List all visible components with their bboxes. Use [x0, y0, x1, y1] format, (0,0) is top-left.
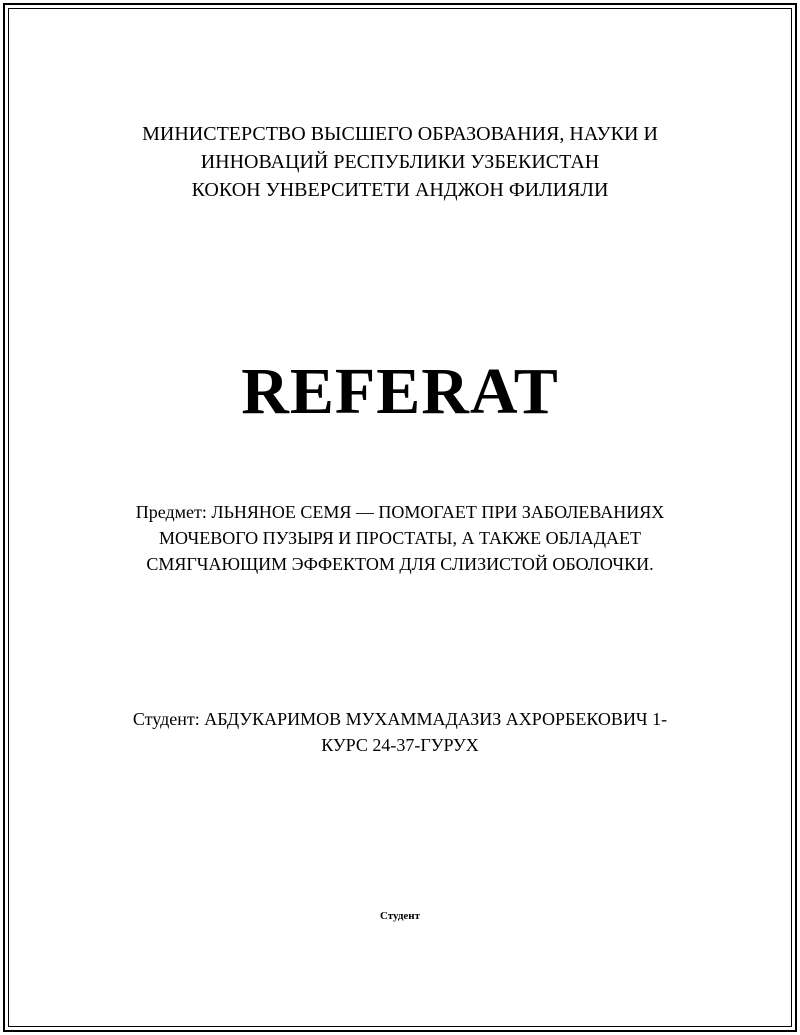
- document-title: REFERAT: [241, 355, 559, 428]
- subject-block: [0, 499, 800, 577]
- student-line: Студент: АБДУКАРИМОВ МУХАММАДАЗИЗ АХРОРБЕКОВИЧ 1-: [132, 709, 668, 729]
- subject-line: МОЧЕВОГО ПУЗЫРЯ И ПРОСТАТЫ, А ТАКЖЕ ОБЛАДАЕТ: [158, 528, 642, 548]
- student-line: КУРС 24-37-ГУРУХ: [321, 735, 479, 755]
- ministry-header: [0, 120, 800, 204]
- footer-label: Студент: [379, 910, 421, 922]
- student-block: [0, 706, 800, 758]
- subject-line: Предмет: ЛЬНЯНОЕ СЕМЯ — ПОМОГАЕТ ПРИ ЗАБОЛЕВАНИЯХ: [135, 502, 665, 522]
- university-line: КОКОН УНВЕРСИТЕТИ АНДЖОН ФИЛИЯЛИ: [191, 179, 609, 201]
- subject-line: СМЯГЧАЮЩИМ ЭФФЕКТОМ ДЛЯ СЛИЗИСТОЙ ОБОЛОЧКИ.: [146, 554, 654, 574]
- ministry-line: ИННОВАЦИЙ РЕСПУБЛИКИ УЗБЕКИСТАН: [200, 151, 600, 173]
- ministry-line: МИНИСТЕРСТВО ВЫСШЕГО ОБРАЗОВАНИЯ, НАУКИ И: [142, 123, 658, 145]
